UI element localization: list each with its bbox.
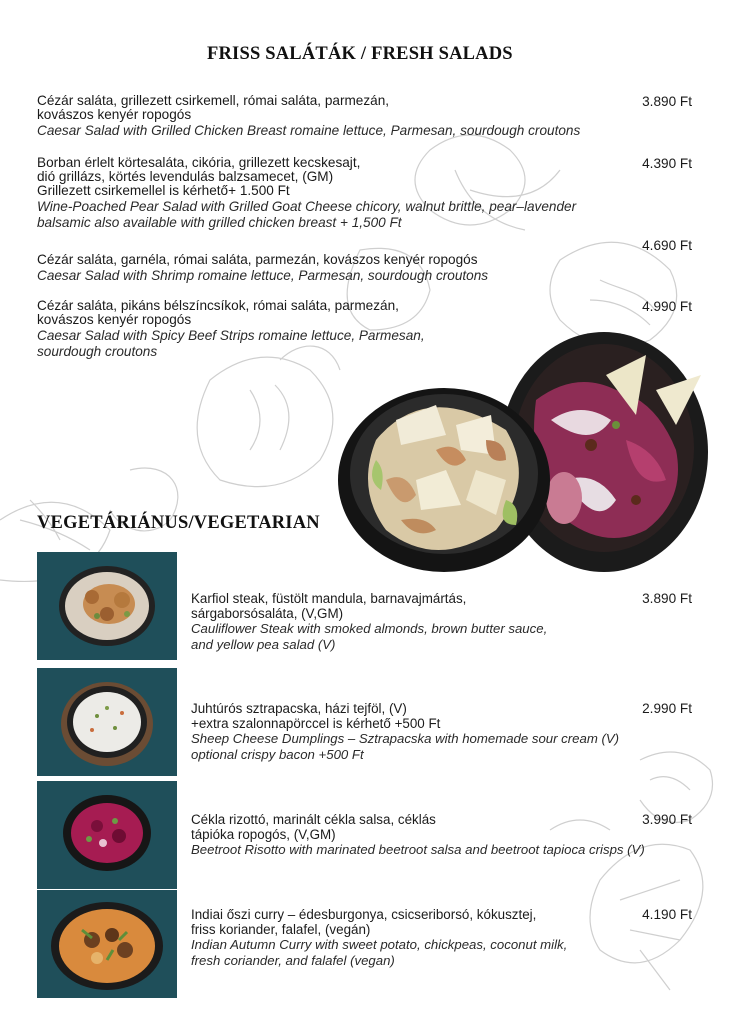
item-price: 4.990 Ft: [642, 299, 692, 314]
menu-item: [37, 253, 488, 284]
section-title-fresh-salads: FRISS SALÁTÁK / FRESH SALADS: [207, 44, 513, 64]
item-name-en: Indian Autumn Curry with sweet potato, chickpeas, coconut milk, fresh coriander, and falafel (vegan): [191, 937, 568, 968]
item-price: 4.190 Ft: [642, 907, 692, 922]
item-name-hu: Cékla rizottó, marinált cékla salsa, céklás tápióka ropogós, (V,GM): [191, 812, 436, 842]
item-name-en: Caesar Salad with Shrimp romaine lettuce, Parmesan, sourdough croutons: [37, 268, 489, 283]
menu-item: [191, 813, 645, 858]
item-price: 4.690 Ft: [642, 238, 692, 253]
item-name-hu: Indiai őszi curry – édesburgonya, csicseriborsó, kókusztej, friss koriander, falafel, (vegán): [191, 907, 537, 937]
item-price: 3.890 Ft: [642, 591, 692, 606]
menu-item: [191, 702, 619, 763]
section-title-vegetarian: VEGETÁRIÁNUS/VEGETARIAN: [37, 513, 320, 533]
salad-bowls-photo: [336, 330, 712, 576]
sztrapacska-photo: [37, 668, 177, 776]
item-name-hu: Karfiol steak, füstölt mandula, barnavajmártás, sárgaborsósaláta, (V,GM): [191, 591, 467, 621]
item-name-hu: Juhtúrós sztrapacska, házi tejföl, (V) +extra szalonnapörccel is kérhető +500 Ft: [191, 701, 441, 731]
item-name-en: Cauliflower Steak with smoked almonds, brown butter sauce, and yellow pea salad (V): [191, 621, 548, 652]
item-price: 3.890 Ft: [642, 94, 692, 109]
item-name-en: Wine-Poached Pear Salad with Grilled Goat Cheese chicory, walnut brittle, pear–lavender balsamic also available with grilled chicken breast + 1,500 Ft: [37, 199, 577, 230]
item-price: 3.990 Ft: [642, 812, 692, 827]
item-price: 2.990 Ft: [642, 701, 692, 716]
item-name-hu: Cézár saláta, garnéla, római saláta, parmezán, kovászos kenyér ropogós: [37, 252, 478, 267]
menu-item: [191, 908, 567, 969]
item-name-hu: Cézár saláta, grillezett csirkemell, római saláta, parmezán, kovászos kenyér ropogós: [37, 93, 390, 122]
item-name-hu: Cézár saláta, pikáns bélszíncsíkok, római saláta, parmezán, kovászos kenyér ropogós: [37, 298, 399, 327]
beetroot-risotto-photo: [37, 781, 177, 889]
item-name-en: Sheep Cheese Dumplings – Sztrapacska with homemade sour cream (V) optional crispy bacon +500 Ft: [191, 731, 620, 762]
menu-item: [37, 156, 576, 230]
item-name-en: Caesar Salad with Spicy Beef Strips romaine lettuce, Parmesan, sourdough croutons: [37, 328, 425, 359]
item-price: 4.390 Ft: [642, 156, 692, 171]
menu-item: [191, 592, 547, 653]
item-name-en: Beetroot Risotto with marinated beetroot salsa and beetroot tapioca crisps (V): [191, 842, 645, 857]
cauliflower-steak-photo: [37, 552, 177, 660]
indian-curry-photo: [37, 890, 177, 998]
item-name-hu: Borban érlelt körtesaláta, cikória, grillezett kecskesajt, dió grillázs, körtés levendulás balzsamecet, (GM) Grillezett csirkemellel is kérhető+ 1.500 Ft: [37, 155, 361, 198]
menu-item: [37, 94, 580, 139]
item-name-en: Caesar Salad with Grilled Chicken Breast romaine lettuce, Parmesan, sourdough croutons: [37, 123, 581, 138]
